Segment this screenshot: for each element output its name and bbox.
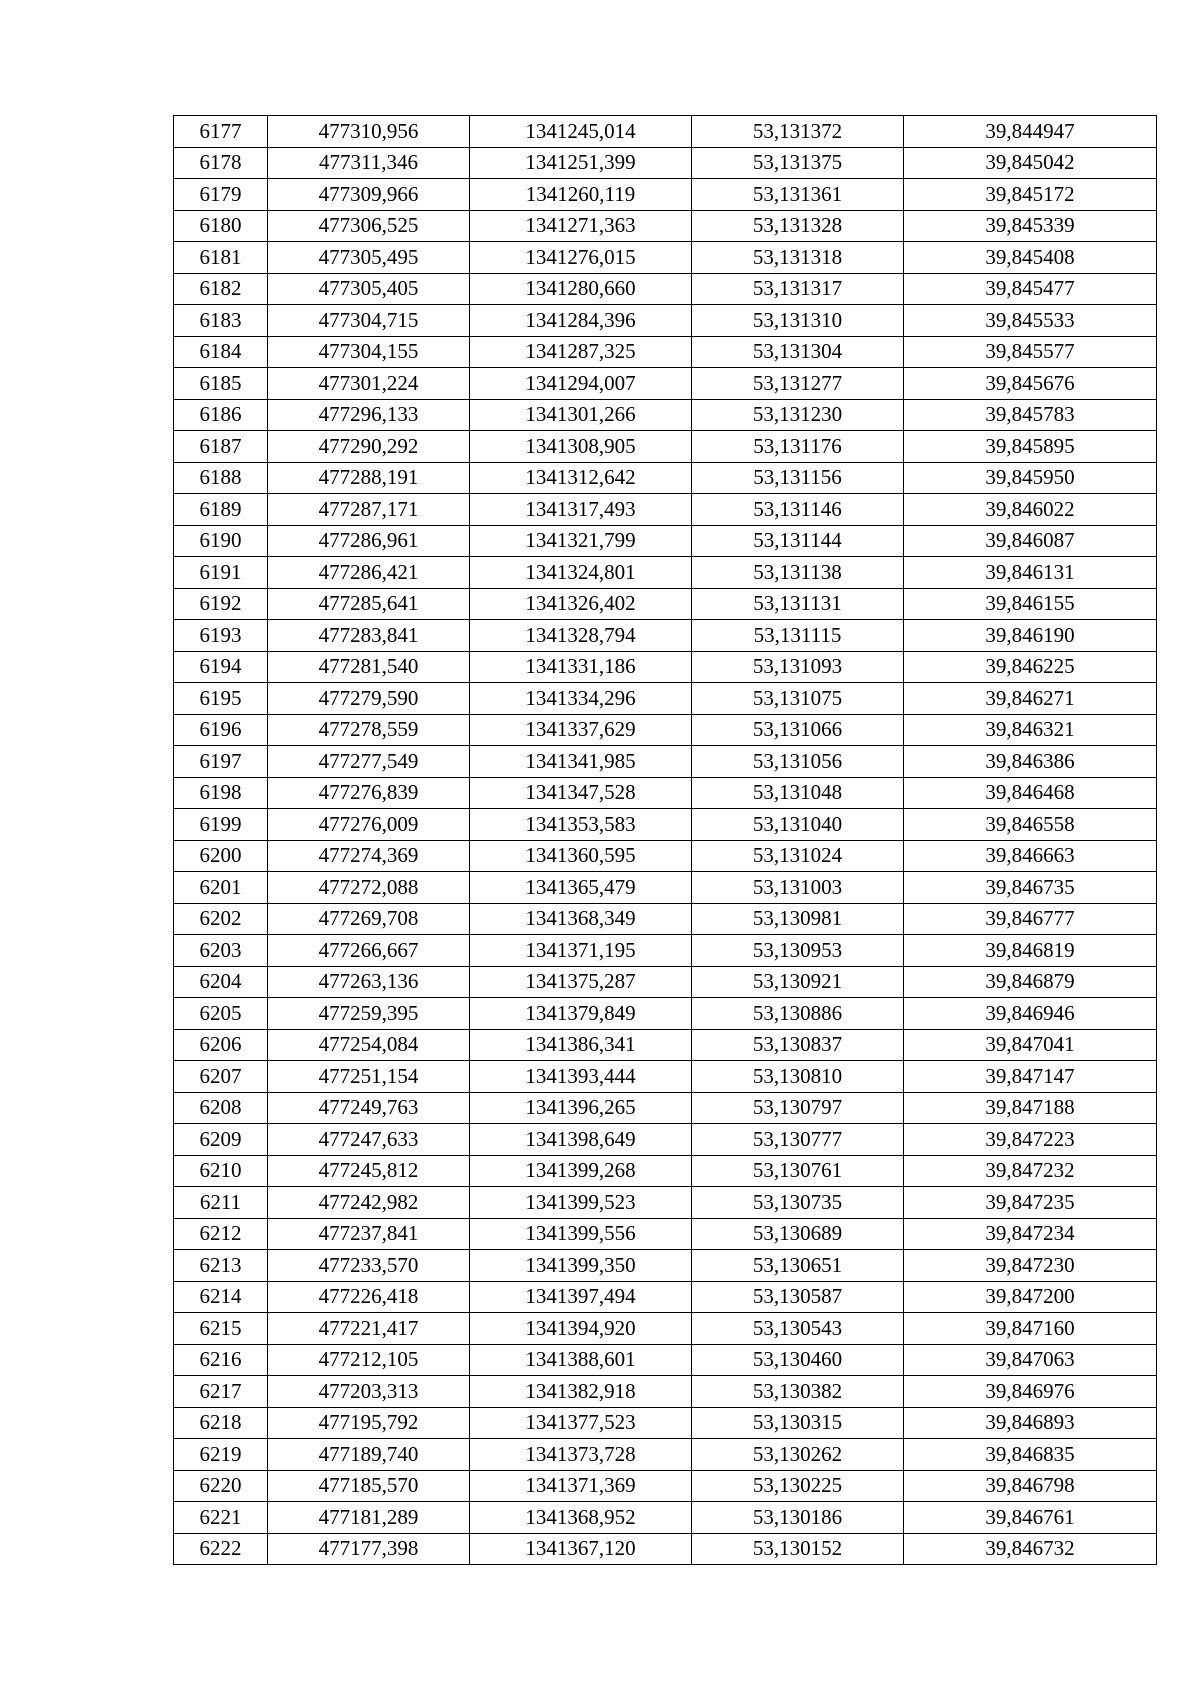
point-number-cell: 6202 — [174, 903, 268, 935]
longitude-cell: 39,845783 — [904, 399, 1157, 431]
table-row — [174, 116, 1157, 148]
table-row — [174, 1313, 1157, 1345]
longitude-cell: 39,846225 — [904, 651, 1157, 683]
y-coordinate-cell: 1341382,918 — [470, 1376, 692, 1408]
longitude-cell: 39,847200 — [904, 1281, 1157, 1313]
latitude-cell: 53,131372 — [692, 116, 904, 148]
y-coordinate-cell: 1341334,296 — [470, 683, 692, 715]
table-row — [174, 1187, 1157, 1219]
x-coordinate-cell: 477212,105 — [268, 1344, 470, 1376]
longitude-cell: 39,845477 — [904, 273, 1157, 305]
latitude-cell: 53,130797 — [692, 1092, 904, 1124]
table-row — [174, 651, 1157, 683]
table-row — [174, 1124, 1157, 1156]
latitude-cell: 53,130837 — [692, 1029, 904, 1061]
table-row — [174, 746, 1157, 778]
x-coordinate-cell: 477296,133 — [268, 399, 470, 431]
y-coordinate-cell: 1341312,642 — [470, 462, 692, 494]
y-coordinate-cell: 1341324,801 — [470, 557, 692, 589]
table-row — [174, 840, 1157, 872]
x-coordinate-cell: 477290,292 — [268, 431, 470, 463]
point-number-cell: 6198 — [174, 777, 268, 809]
x-coordinate-cell: 477237,841 — [268, 1218, 470, 1250]
table-row — [174, 809, 1157, 841]
longitude-cell: 39,845172 — [904, 179, 1157, 211]
longitude-cell: 39,847063 — [904, 1344, 1157, 1376]
table-row — [174, 1281, 1157, 1313]
table-row — [174, 620, 1157, 652]
point-number-cell: 6190 — [174, 525, 268, 557]
table-row — [174, 1344, 1157, 1376]
x-coordinate-cell: 477263,136 — [268, 966, 470, 998]
point-number-cell: 6194 — [174, 651, 268, 683]
y-coordinate-cell: 1341284,396 — [470, 305, 692, 337]
y-coordinate-cell: 1341347,528 — [470, 777, 692, 809]
table-row — [174, 1439, 1157, 1471]
longitude-cell: 39,845533 — [904, 305, 1157, 337]
latitude-cell: 53,131144 — [692, 525, 904, 557]
y-coordinate-cell: 1341301,266 — [470, 399, 692, 431]
x-coordinate-cell: 477177,398 — [268, 1533, 470, 1565]
y-coordinate-cell: 1341353,583 — [470, 809, 692, 841]
longitude-cell: 39,847223 — [904, 1124, 1157, 1156]
y-coordinate-cell: 1341399,556 — [470, 1218, 692, 1250]
longitude-cell: 39,846819 — [904, 935, 1157, 967]
longitude-cell: 39,845950 — [904, 462, 1157, 494]
y-coordinate-cell: 1341399,268 — [470, 1155, 692, 1187]
point-number-cell: 6207 — [174, 1061, 268, 1093]
point-number-cell: 6217 — [174, 1376, 268, 1408]
point-number-cell: 6187 — [174, 431, 268, 463]
x-coordinate-cell: 477247,633 — [268, 1124, 470, 1156]
latitude-cell: 53,130651 — [692, 1250, 904, 1282]
y-coordinate-cell: 1341360,595 — [470, 840, 692, 872]
table-row — [174, 1250, 1157, 1282]
y-coordinate-cell: 1341397,494 — [470, 1281, 692, 1313]
x-coordinate-cell: 477305,495 — [268, 242, 470, 274]
point-number-cell: 6219 — [174, 1439, 268, 1471]
latitude-cell: 53,130460 — [692, 1344, 904, 1376]
table-row — [174, 431, 1157, 463]
x-coordinate-cell: 477242,982 — [268, 1187, 470, 1219]
x-coordinate-cell: 477286,421 — [268, 557, 470, 589]
longitude-cell: 39,846976 — [904, 1376, 1157, 1408]
y-coordinate-cell: 1341368,952 — [470, 1502, 692, 1534]
latitude-cell: 53,131131 — [692, 588, 904, 620]
x-coordinate-cell: 477281,540 — [268, 651, 470, 683]
x-coordinate-cell: 477245,812 — [268, 1155, 470, 1187]
x-coordinate-cell: 477311,346 — [268, 147, 470, 179]
x-coordinate-cell: 477286,961 — [268, 525, 470, 557]
latitude-cell: 53,130777 — [692, 1124, 904, 1156]
latitude-cell: 53,131176 — [692, 431, 904, 463]
y-coordinate-cell: 1341326,402 — [470, 588, 692, 620]
point-number-cell: 6191 — [174, 557, 268, 589]
table-row — [174, 494, 1157, 526]
latitude-cell: 53,131093 — [692, 651, 904, 683]
longitude-cell: 39,846893 — [904, 1407, 1157, 1439]
point-number-cell: 6193 — [174, 620, 268, 652]
longitude-cell: 39,845408 — [904, 242, 1157, 274]
y-coordinate-cell: 1341377,523 — [470, 1407, 692, 1439]
latitude-cell: 53,130886 — [692, 998, 904, 1030]
latitude-cell: 53,130152 — [692, 1533, 904, 1565]
longitude-cell: 39,846386 — [904, 746, 1157, 778]
x-coordinate-cell: 477195,792 — [268, 1407, 470, 1439]
latitude-cell: 53,131075 — [692, 683, 904, 715]
latitude-cell: 53,131375 — [692, 147, 904, 179]
point-number-cell: 6177 — [174, 116, 268, 148]
table-row — [174, 147, 1157, 179]
latitude-cell: 53,131277 — [692, 368, 904, 400]
latitude-cell: 53,130953 — [692, 935, 904, 967]
longitude-cell: 39,846468 — [904, 777, 1157, 809]
latitude-cell: 53,130315 — [692, 1407, 904, 1439]
table-row — [174, 1029, 1157, 1061]
x-coordinate-cell: 477278,559 — [268, 714, 470, 746]
longitude-cell: 39,846835 — [904, 1439, 1157, 1471]
y-coordinate-cell: 1341331,186 — [470, 651, 692, 683]
latitude-cell: 53,130761 — [692, 1155, 904, 1187]
y-coordinate-cell: 1341371,195 — [470, 935, 692, 967]
point-number-cell: 6186 — [174, 399, 268, 431]
x-coordinate-cell: 477203,313 — [268, 1376, 470, 1408]
table-row — [174, 210, 1157, 242]
latitude-cell: 53,131361 — [692, 179, 904, 211]
table-row — [174, 903, 1157, 935]
latitude-cell: 53,131317 — [692, 273, 904, 305]
x-coordinate-cell: 477276,009 — [268, 809, 470, 841]
table-row — [174, 557, 1157, 589]
latitude-cell: 53,130735 — [692, 1187, 904, 1219]
x-coordinate-cell: 477309,966 — [268, 179, 470, 211]
x-coordinate-cell: 477304,155 — [268, 336, 470, 368]
table-row — [174, 1061, 1157, 1093]
y-coordinate-cell: 1341396,265 — [470, 1092, 692, 1124]
y-coordinate-cell: 1341368,349 — [470, 903, 692, 935]
latitude-cell: 53,131146 — [692, 494, 904, 526]
longitude-cell: 39,844947 — [904, 116, 1157, 148]
point-number-cell: 6220 — [174, 1470, 268, 1502]
y-coordinate-cell: 1341394,920 — [470, 1313, 692, 1345]
point-number-cell: 6189 — [174, 494, 268, 526]
longitude-cell: 39,846155 — [904, 588, 1157, 620]
point-number-cell: 6214 — [174, 1281, 268, 1313]
y-coordinate-cell: 1341375,287 — [470, 966, 692, 998]
table-row — [174, 336, 1157, 368]
latitude-cell: 53,131156 — [692, 462, 904, 494]
table-row — [174, 273, 1157, 305]
point-number-cell: 6212 — [174, 1218, 268, 1250]
point-number-cell: 6192 — [174, 588, 268, 620]
latitude-cell: 53,131318 — [692, 242, 904, 274]
latitude-cell: 53,130587 — [692, 1281, 904, 1313]
table-row — [174, 714, 1157, 746]
longitude-cell: 39,847234 — [904, 1218, 1157, 1250]
latitude-cell: 53,130543 — [692, 1313, 904, 1345]
longitude-cell: 39,846735 — [904, 872, 1157, 904]
longitude-cell: 39,847235 — [904, 1187, 1157, 1219]
point-number-cell: 6181 — [174, 242, 268, 274]
x-coordinate-cell: 477301,224 — [268, 368, 470, 400]
table-row — [174, 1155, 1157, 1187]
latitude-cell: 53,130186 — [692, 1502, 904, 1534]
point-number-cell: 6221 — [174, 1502, 268, 1534]
x-coordinate-cell: 477189,740 — [268, 1439, 470, 1471]
table-row — [174, 1407, 1157, 1439]
x-coordinate-cell: 477233,570 — [268, 1250, 470, 1282]
y-coordinate-cell: 1341294,007 — [470, 368, 692, 400]
point-number-cell: 6195 — [174, 683, 268, 715]
latitude-cell: 53,131024 — [692, 840, 904, 872]
x-coordinate-cell: 477269,708 — [268, 903, 470, 935]
y-coordinate-cell: 1341328,794 — [470, 620, 692, 652]
x-coordinate-cell: 477181,289 — [268, 1502, 470, 1534]
table-row — [174, 998, 1157, 1030]
longitude-cell: 39,847232 — [904, 1155, 1157, 1187]
y-coordinate-cell: 1341379,849 — [470, 998, 692, 1030]
x-coordinate-cell: 477285,641 — [268, 588, 470, 620]
longitude-cell: 39,846798 — [904, 1470, 1157, 1502]
longitude-cell: 39,845895 — [904, 431, 1157, 463]
table-row — [174, 683, 1157, 715]
longitude-cell: 39,846321 — [904, 714, 1157, 746]
point-number-cell: 6183 — [174, 305, 268, 337]
x-coordinate-cell: 477254,084 — [268, 1029, 470, 1061]
longitude-cell: 39,845339 — [904, 210, 1157, 242]
longitude-cell: 39,845676 — [904, 368, 1157, 400]
latitude-cell: 53,131040 — [692, 809, 904, 841]
y-coordinate-cell: 1341251,399 — [470, 147, 692, 179]
x-coordinate-cell: 477277,549 — [268, 746, 470, 778]
x-coordinate-cell: 477251,154 — [268, 1061, 470, 1093]
point-number-cell: 6204 — [174, 966, 268, 998]
y-coordinate-cell: 1341398,649 — [470, 1124, 692, 1156]
point-number-cell: 6213 — [174, 1250, 268, 1282]
latitude-cell: 53,131048 — [692, 777, 904, 809]
y-coordinate-cell: 1341271,363 — [470, 210, 692, 242]
latitude-cell: 53,130262 — [692, 1439, 904, 1471]
x-coordinate-cell: 477304,715 — [268, 305, 470, 337]
longitude-cell: 39,846663 — [904, 840, 1157, 872]
table-row — [174, 305, 1157, 337]
latitude-cell: 53,130921 — [692, 966, 904, 998]
x-coordinate-cell: 477305,405 — [268, 273, 470, 305]
table-row — [174, 525, 1157, 557]
longitude-cell: 39,846761 — [904, 1502, 1157, 1534]
longitude-cell: 39,846946 — [904, 998, 1157, 1030]
x-coordinate-cell: 477249,763 — [268, 1092, 470, 1124]
latitude-cell: 53,131230 — [692, 399, 904, 431]
x-coordinate-cell: 477310,956 — [268, 116, 470, 148]
table-row — [174, 399, 1157, 431]
latitude-cell: 53,131066 — [692, 714, 904, 746]
point-number-cell: 6210 — [174, 1155, 268, 1187]
latitude-cell: 53,130981 — [692, 903, 904, 935]
point-number-cell: 6182 — [174, 273, 268, 305]
point-number-cell: 6188 — [174, 462, 268, 494]
x-coordinate-cell: 477288,191 — [268, 462, 470, 494]
point-number-cell: 6178 — [174, 147, 268, 179]
y-coordinate-cell: 1341321,799 — [470, 525, 692, 557]
y-coordinate-cell: 1341276,015 — [470, 242, 692, 274]
point-number-cell: 6179 — [174, 179, 268, 211]
table-row — [174, 1218, 1157, 1250]
point-number-cell: 6200 — [174, 840, 268, 872]
longitude-cell: 39,846879 — [904, 966, 1157, 998]
point-number-cell: 6203 — [174, 935, 268, 967]
point-number-cell: 6184 — [174, 336, 268, 368]
point-number-cell: 6215 — [174, 1313, 268, 1345]
y-coordinate-cell: 1341399,350 — [470, 1250, 692, 1282]
latitude-cell: 53,131003 — [692, 872, 904, 904]
latitude-cell: 53,130382 — [692, 1376, 904, 1408]
y-coordinate-cell: 1341371,369 — [470, 1470, 692, 1502]
x-coordinate-cell: 477259,395 — [268, 998, 470, 1030]
latitude-cell: 53,131115 — [692, 620, 904, 652]
y-coordinate-cell: 1341388,601 — [470, 1344, 692, 1376]
point-number-cell: 6218 — [174, 1407, 268, 1439]
y-coordinate-cell: 1341341,985 — [470, 746, 692, 778]
table-row — [174, 368, 1157, 400]
point-number-cell: 6180 — [174, 210, 268, 242]
longitude-cell: 39,847188 — [904, 1092, 1157, 1124]
table-row — [174, 1533, 1157, 1565]
latitude-cell: 53,131138 — [692, 557, 904, 589]
y-coordinate-cell: 1341393,444 — [470, 1061, 692, 1093]
longitude-cell: 39,846190 — [904, 620, 1157, 652]
x-coordinate-cell: 477274,369 — [268, 840, 470, 872]
table-row — [174, 872, 1157, 904]
longitude-cell: 39,846271 — [904, 683, 1157, 715]
longitude-cell: 39,845042 — [904, 147, 1157, 179]
coordinates-table-body — [174, 116, 1157, 1565]
table-row — [174, 1092, 1157, 1124]
x-coordinate-cell: 477279,590 — [268, 683, 470, 715]
y-coordinate-cell: 1341399,523 — [470, 1187, 692, 1219]
point-number-cell: 6196 — [174, 714, 268, 746]
longitude-cell: 39,847147 — [904, 1061, 1157, 1093]
y-coordinate-cell: 1341367,120 — [470, 1533, 692, 1565]
x-coordinate-cell: 477185,570 — [268, 1470, 470, 1502]
latitude-cell: 53,131310 — [692, 305, 904, 337]
longitude-cell: 39,847041 — [904, 1029, 1157, 1061]
y-coordinate-cell: 1341373,728 — [470, 1439, 692, 1471]
table-row — [174, 462, 1157, 494]
x-coordinate-cell: 477266,667 — [268, 935, 470, 967]
latitude-cell: 53,131056 — [692, 746, 904, 778]
latitude-cell: 53,131328 — [692, 210, 904, 242]
point-number-cell: 6222 — [174, 1533, 268, 1565]
longitude-cell: 39,846732 — [904, 1533, 1157, 1565]
table-row — [174, 777, 1157, 809]
latitude-cell: 53,130689 — [692, 1218, 904, 1250]
point-number-cell: 6208 — [174, 1092, 268, 1124]
table-row — [174, 935, 1157, 967]
x-coordinate-cell: 477226,418 — [268, 1281, 470, 1313]
y-coordinate-cell: 1341245,014 — [470, 116, 692, 148]
longitude-cell: 39,846131 — [904, 557, 1157, 589]
longitude-cell: 39,846558 — [904, 809, 1157, 841]
point-number-cell: 6205 — [174, 998, 268, 1030]
y-coordinate-cell: 1341260,119 — [470, 179, 692, 211]
x-coordinate-cell: 477287,171 — [268, 494, 470, 526]
table-row — [174, 242, 1157, 274]
longitude-cell: 39,845577 — [904, 336, 1157, 368]
table-row — [174, 1502, 1157, 1534]
point-number-cell: 6185 — [174, 368, 268, 400]
table-row — [174, 966, 1157, 998]
latitude-cell: 53,130225 — [692, 1470, 904, 1502]
longitude-cell: 39,846087 — [904, 525, 1157, 557]
y-coordinate-cell: 1341337,629 — [470, 714, 692, 746]
point-number-cell: 6199 — [174, 809, 268, 841]
table-row — [174, 179, 1157, 211]
point-number-cell: 6216 — [174, 1344, 268, 1376]
x-coordinate-cell: 477276,839 — [268, 777, 470, 809]
point-number-cell: 6211 — [174, 1187, 268, 1219]
longitude-cell: 39,847230 — [904, 1250, 1157, 1282]
point-number-cell: 6206 — [174, 1029, 268, 1061]
x-coordinate-cell: 477306,525 — [268, 210, 470, 242]
point-number-cell: 6209 — [174, 1124, 268, 1156]
longitude-cell: 39,846022 — [904, 494, 1157, 526]
latitude-cell: 53,130810 — [692, 1061, 904, 1093]
point-number-cell: 6201 — [174, 872, 268, 904]
y-coordinate-cell: 1341386,341 — [470, 1029, 692, 1061]
y-coordinate-cell: 1341365,479 — [470, 872, 692, 904]
table-row — [174, 1470, 1157, 1502]
y-coordinate-cell: 1341308,905 — [470, 431, 692, 463]
y-coordinate-cell: 1341287,325 — [470, 336, 692, 368]
longitude-cell: 39,847160 — [904, 1313, 1157, 1345]
x-coordinate-cell: 477283,841 — [268, 620, 470, 652]
longitude-cell: 39,846777 — [904, 903, 1157, 935]
y-coordinate-cell: 1341317,493 — [470, 494, 692, 526]
y-coordinate-cell: 1341280,660 — [470, 273, 692, 305]
x-coordinate-cell: 477272,088 — [268, 872, 470, 904]
point-number-cell: 6197 — [174, 746, 268, 778]
x-coordinate-cell: 477221,417 — [268, 1313, 470, 1345]
table-row — [174, 588, 1157, 620]
coordinates-table — [173, 115, 1157, 1565]
latitude-cell: 53,131304 — [692, 336, 904, 368]
table-row — [174, 1376, 1157, 1408]
